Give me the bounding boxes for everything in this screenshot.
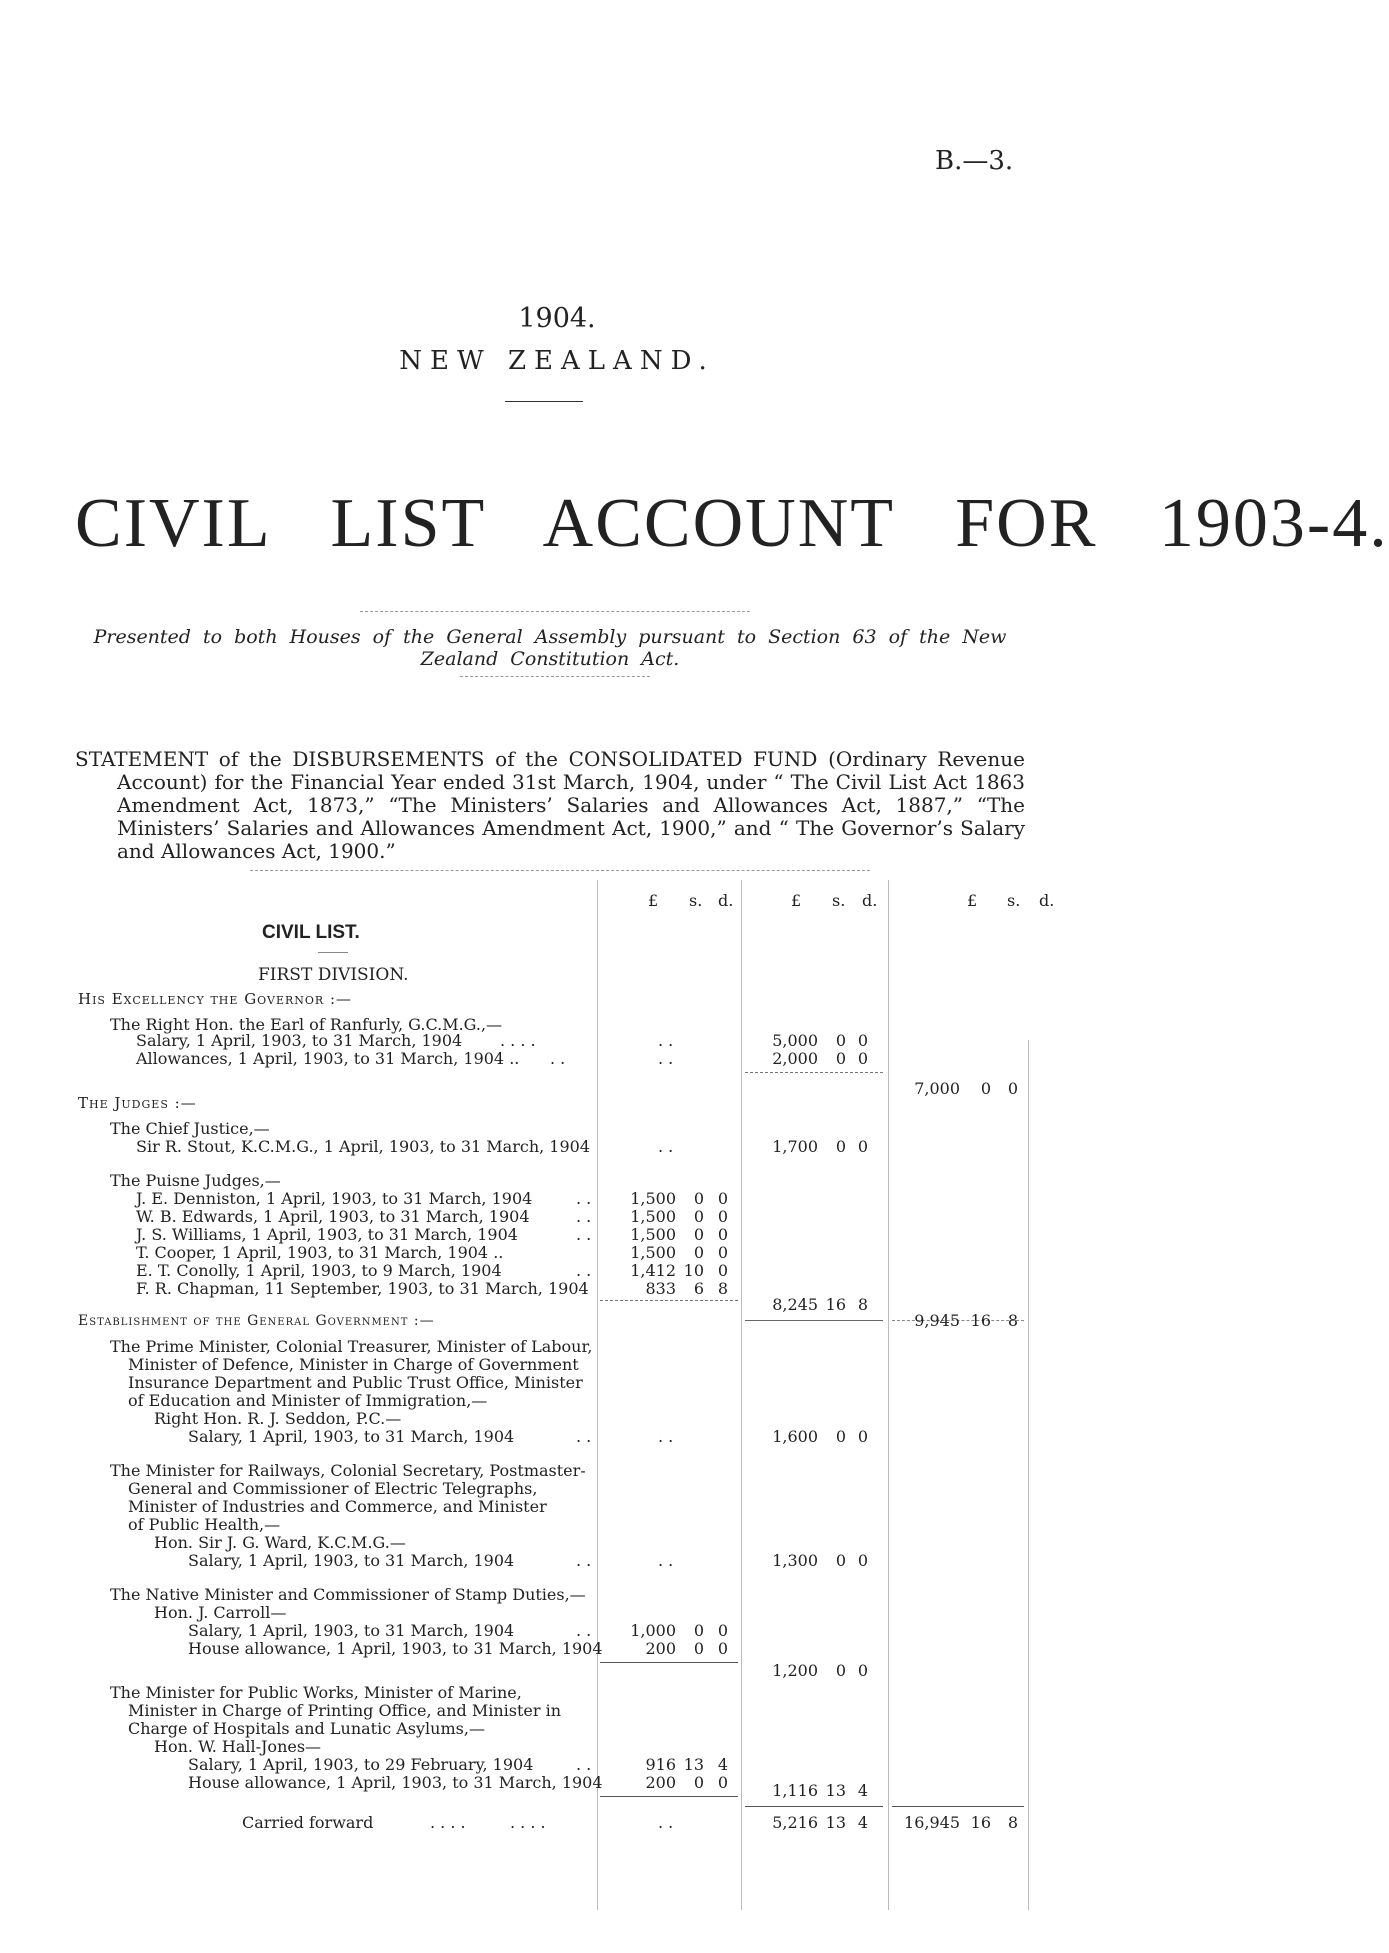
- prime-minister-pounds: 1,600: [772, 1427, 818, 1446]
- dot-leader: . .: [658, 1031, 674, 1050]
- statement-paragraph: [75, 748, 1025, 863]
- dot-leader: . .: [576, 1207, 592, 1226]
- governor-heading: His Excellency the Governor :—: [78, 990, 353, 1008]
- native-salary-pounds: 1,000: [630, 1621, 676, 1640]
- prime-minister-line: The Prime Minister, Colonial Treasurer, Minister of Labour,: [110, 1337, 593, 1356]
- carried-forward-col3-pence: 8: [1007, 1813, 1018, 1832]
- native-salary-shillings: 0: [693, 1621, 704, 1640]
- dot-leader: . .: [576, 1261, 592, 1280]
- puisne-judge-pounds: 1,500: [630, 1243, 676, 1262]
- works-salary-pounds: 916: [645, 1755, 676, 1774]
- carried-forward-col3-pounds: 16,945: [904, 1813, 960, 1832]
- native-minister-house-text: House allowance, 1 April, 1903, to 31 March, 1904: [188, 1639, 603, 1658]
- dot-leader: . . . .: [510, 1813, 546, 1832]
- col1-pounds-header: £: [648, 891, 659, 910]
- dot-leader: . .: [658, 1137, 674, 1156]
- chief-justice-label: The Chief Justice,—: [110, 1119, 270, 1138]
- prime-minister-line: Minister of Defence, Minister in Charge of Government: [128, 1355, 579, 1374]
- dot-leader: . .: [658, 1049, 674, 1068]
- col3-pounds-header: £: [967, 891, 978, 910]
- col2-shillings-header: s.: [832, 891, 846, 910]
- puisne-judge-text: J. E. Denniston, 1 April, 1903, to 31 March, 1904: [136, 1189, 533, 1208]
- first-division-heading: FIRST DIVISION.: [258, 965, 409, 985]
- dot-leader: . .: [550, 1049, 566, 1068]
- puisne-judge-text: J. S. Williams, 1 April, 1903, to 31 March, 1904: [136, 1225, 518, 1244]
- document-year: 1904.: [518, 303, 596, 334]
- statement-text: STATEMENT of the DISBURSEMENTS of the CONSOLIDATED FUND (Ordinary Revenue Account) for the Financial Year ended 31st March, 1904, under “ The Civil List Act 1863 Amendment Act, 1873,” “The Ministers’ Salaries and Allowances Act, 1887,” “The Ministers’ Salaries and Allowances Amendment Act, 1900,” and “ The Governor’s Salary and Allowances Act, 1900.”: [75, 747, 1025, 863]
- title-divider: [505, 401, 583, 402]
- public-works-house-text: House allowance, 1 April, 1903, to 31 March, 1904: [188, 1773, 603, 1792]
- puisne-judges-label: The Puisne Judges,—: [110, 1171, 281, 1190]
- column-rule: [1028, 1040, 1029, 1910]
- public-works-minister-line: Minister in Charge of Printing Office, and Minister in: [128, 1701, 562, 1720]
- works-total-pounds: 1,116: [772, 1781, 818, 1800]
- dot-leader: . . . .: [430, 1813, 466, 1832]
- divider-dashed: [460, 676, 650, 677]
- railways-minister-line: Minister of Industries and Commerce, and Minister: [128, 1497, 547, 1516]
- puisne-judge-pounds: 1,500: [630, 1189, 676, 1208]
- railways-minister-line: The Minister for Railways, Colonial Secretary, Postmaster-: [110, 1461, 586, 1480]
- col2-pence-header: d.: [862, 891, 878, 910]
- puisne-judge-pounds: 1,412: [630, 1261, 676, 1280]
- railways-minister-pence: 0: [857, 1551, 868, 1570]
- prime-minister-pence: 0: [857, 1427, 868, 1446]
- works-salary-pence: 4: [717, 1755, 728, 1774]
- governor-total-pounds: 7,000: [914, 1079, 960, 1098]
- native-minister-salary-text: Salary, 1 April, 1903, to 31 March, 1904: [188, 1621, 515, 1640]
- column-rule: [597, 880, 598, 1910]
- dot-leader: . .: [576, 1755, 592, 1774]
- judges-total-shillings: 16: [970, 1311, 991, 1330]
- civil-list-heading: CIVIL LIST.: [262, 922, 360, 943]
- public-works-salary-text: Salary, 1 April, 1903, to 29 February, 1904: [188, 1755, 534, 1774]
- native-house-pence: 0: [717, 1639, 728, 1658]
- puisne-judge-shillings: 0: [693, 1189, 704, 1208]
- governor-salary-pounds: 5,000: [772, 1031, 818, 1050]
- puisne-judge-shillings: 0: [693, 1225, 704, 1244]
- subtotal-rule: [600, 1796, 738, 1797]
- puisne-judge-shillings: 10: [683, 1261, 704, 1280]
- country-name: NEW ZEALAND.: [399, 346, 715, 376]
- works-house-pounds: 200: [645, 1773, 676, 1792]
- subtotal-rule: [745, 1320, 883, 1321]
- puisne-judge-text: E. T. Conolly, 1 April, 1903, to 9 March, 1904: [136, 1261, 502, 1280]
- puisne-judge-shillings: 6: [693, 1279, 704, 1298]
- prime-minister-shillings: 0: [835, 1427, 846, 1446]
- governor-allowances-pence: 0: [857, 1049, 868, 1068]
- chief-justice-name: Sir R. Stout, K.C.M.G., 1 April, 1903, to 31 March, 1904: [136, 1137, 591, 1156]
- column-rule: [741, 880, 742, 1910]
- puisne-total-shillings: 16: [825, 1295, 846, 1314]
- puisne-judge-pence: 8: [717, 1279, 728, 1298]
- chief-justice-pence: 0: [857, 1137, 868, 1156]
- governor-allowances-pounds: 2,000: [772, 1049, 818, 1068]
- prime-minister-line: Insurance Department and Public Trust Office, Minister: [128, 1373, 583, 1392]
- puisne-judge-pence: 0: [717, 1243, 728, 1262]
- dot-leader: . .: [576, 1621, 592, 1640]
- public-works-minister-name: Hon. W. Hall-Jones—: [154, 1737, 322, 1756]
- heading-rule: [318, 952, 348, 953]
- puisne-judge-pence: 0: [717, 1225, 728, 1244]
- governor-salary-text: Salary, 1 April, 1903, to 31 March, 1904: [136, 1031, 463, 1050]
- puisne-judge-pence: 0: [717, 1207, 728, 1226]
- puisne-judge-pounds: 1,500: [630, 1207, 676, 1226]
- railways-minister-shillings: 0: [835, 1551, 846, 1570]
- dot-leader: . .: [576, 1189, 592, 1208]
- puisne-judge-pence: 0: [717, 1261, 728, 1280]
- dot-leader: . .: [658, 1813, 674, 1832]
- dot-leader: . .: [658, 1551, 674, 1570]
- dot-leader: . .: [576, 1551, 592, 1570]
- page-reference: B.—3.: [935, 146, 1014, 176]
- puisne-judge-shillings: 0: [693, 1207, 704, 1226]
- puisne-judge-pounds: 833: [645, 1279, 676, 1298]
- subtotal-rule: [745, 1072, 883, 1073]
- presented-note: Presented to both Houses of the General Assembly pursuant to Section 63 of the New Zealand Constitution Act.: [93, 626, 1007, 670]
- judges-total-pence: 8: [1007, 1311, 1018, 1330]
- dot-leader: . . . .: [500, 1031, 536, 1050]
- railways-minister-line: General and Commissioner of Electric Telegraphs,: [128, 1479, 538, 1498]
- public-works-minister-line: The Minister for Public Works, Minister of Marine,: [110, 1683, 522, 1702]
- native-house-pounds: 200: [645, 1639, 676, 1658]
- native-house-shillings: 0: [693, 1639, 704, 1658]
- subtotal-rule: [892, 1806, 1024, 1807]
- carried-forward-label: Carried forward: [242, 1813, 374, 1832]
- native-minister-name: Hon. J. Carroll—: [154, 1603, 287, 1622]
- railways-minister-salary-text: Salary, 1 April, 1903, to 31 March, 1904: [188, 1551, 515, 1570]
- governor-total-shillings: 0: [980, 1079, 991, 1098]
- prime-minister-line: of Education and Minister of Immigration,—: [128, 1391, 488, 1410]
- document-title: CIVIL LIST ACCOUNT FOR 1903-4.: [75, 485, 1389, 562]
- carried-forward-col3-shillings: 16: [970, 1813, 991, 1832]
- divider-dashed: [360, 611, 750, 612]
- governor-allowances-shillings: 0: [835, 1049, 846, 1068]
- prime-minister-name: Right Hon. R. J. Seddon, P.C.—: [154, 1409, 402, 1428]
- governor-salary-shillings: 0: [835, 1031, 846, 1050]
- governor-allowances-text: Allowances, 1 April, 1903, to 31 March, 1904 ..: [136, 1049, 520, 1068]
- subtotal-rule: [600, 1662, 738, 1663]
- puisne-total-pence: 8: [857, 1295, 868, 1314]
- carried-forward-col2-pounds: 5,216: [772, 1813, 818, 1832]
- subtotal-rule: [600, 1300, 738, 1301]
- dot-leader: . .: [658, 1427, 674, 1446]
- puisne-judge-text: F. R. Chapman, 11 September, 1903, to 31 March, 1904: [136, 1279, 589, 1298]
- public-works-minister-line: Charge of Hospitals and Lunatic Asylums,—: [128, 1719, 485, 1738]
- establishment-heading: Establishment of the General Government :—: [78, 1313, 435, 1329]
- puisne-total-pounds: 8,245: [772, 1295, 818, 1314]
- works-house-pence: 0: [717, 1773, 728, 1792]
- works-salary-shillings: 13: [683, 1755, 704, 1774]
- carried-forward-col2-shillings: 13: [825, 1813, 846, 1832]
- subtotal-rule: [745, 1806, 883, 1807]
- chief-justice-pounds: 1,700: [772, 1137, 818, 1156]
- governor-salary-pence: 0: [857, 1031, 868, 1050]
- col3-pence-header: d.: [1039, 891, 1055, 910]
- works-total-pence: 4: [857, 1781, 868, 1800]
- railways-minister-pounds: 1,300: [772, 1551, 818, 1570]
- puisne-judge-text: T. Cooper, 1 April, 1903, to 31 March, 1904 ..: [136, 1243, 504, 1262]
- col2-pounds-header: £: [791, 891, 802, 910]
- chief-justice-shillings: 0: [835, 1137, 846, 1156]
- native-total-shillings: 0: [835, 1661, 846, 1680]
- column-rule: [888, 880, 889, 1910]
- judges-total-pounds: 9,945: [914, 1311, 960, 1330]
- puisne-judge-pounds: 1,500: [630, 1225, 676, 1244]
- col1-pence-header: d.: [718, 891, 734, 910]
- works-total-shillings: 13: [825, 1781, 846, 1800]
- puisne-judge-pence: 0: [717, 1189, 728, 1208]
- governor-total-pence: 0: [1007, 1079, 1018, 1098]
- judges-heading: The Judges :—: [78, 1094, 197, 1112]
- col1-shillings-header: s.: [689, 891, 703, 910]
- divider-dashed: [250, 870, 870, 871]
- native-salary-pence: 0: [717, 1621, 728, 1640]
- puisne-judge-text: W. B. Edwards, 1 April, 1903, to 31 March, 1904: [136, 1207, 530, 1226]
- dot-leader: . .: [576, 1225, 592, 1244]
- col3-shillings-header: s.: [1007, 891, 1021, 910]
- works-house-shillings: 0: [693, 1773, 704, 1792]
- governor-name: The Right Hon. the Earl of Ranfurly, G.C.M.G.,—: [110, 1015, 503, 1034]
- railways-minister-name: Hon. Sir J. G. Ward, K.C.M.G.—: [154, 1533, 406, 1552]
- carried-forward-col2-pence: 4: [857, 1813, 868, 1832]
- native-total-pounds: 1,200: [772, 1661, 818, 1680]
- native-minister-line: The Native Minister and Commissioner of Stamp Duties,—: [110, 1585, 586, 1604]
- native-total-pence: 0: [857, 1661, 868, 1680]
- puisne-judge-shillings: 0: [693, 1243, 704, 1262]
- prime-minister-salary-text: Salary, 1 April, 1903, to 31 March, 1904: [188, 1427, 515, 1446]
- dot-leader: . .: [576, 1427, 592, 1446]
- railways-minister-line: of Public Health,—: [128, 1515, 281, 1534]
